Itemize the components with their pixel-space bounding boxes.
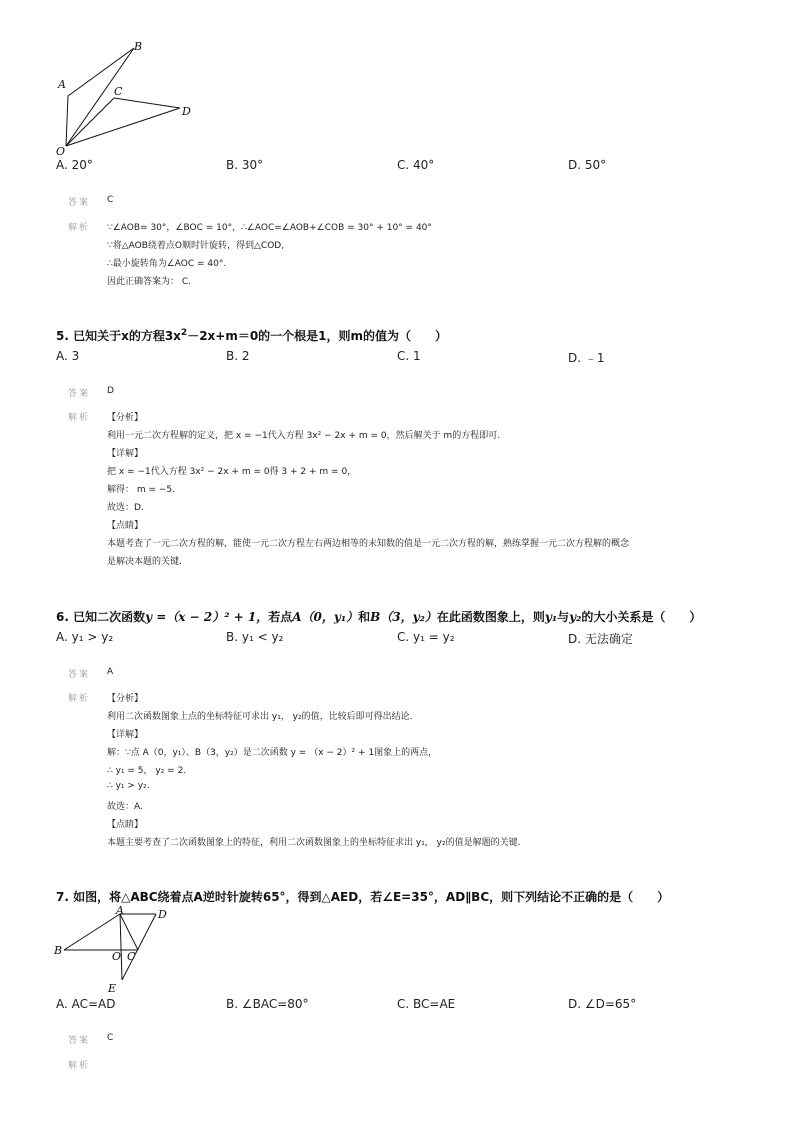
q7-option-d: D. ∠D=65°	[568, 997, 637, 1011]
q7-label-a: A	[116, 904, 124, 917]
q4-analysis-label: 解析	[68, 223, 91, 233]
q5-option-d: D. ﹣1	[568, 351, 605, 365]
q4-option-a: A. 20°	[56, 158, 93, 172]
q5-analysis-line: 是解决本题的关键.	[107, 557, 182, 567]
q5-option-b: B. 2	[226, 349, 250, 363]
q4-option-b: B. 30°	[226, 158, 264, 172]
q7-option-a: A. AC=AD	[56, 997, 116, 1011]
q5-analysis-line: 把 x = −1代入方程 3x² − 2x + m = 0得 3 + 2 + m = 0，	[107, 467, 357, 477]
q6-analysis-line: 本题主要考查了二次函数图象上的特征，利用二次函数图象上的坐标特征求出 y₁， y₂的值是解题的关键.	[107, 838, 521, 848]
q7-stem: 7. 如图，将△ABC绕着点A逆时针旋转65°，得到△AED，若∠E=35°，AD∥BC，则下列结论不正确的是（ ）	[56, 890, 670, 904]
q5-analysis-line: 【点睛】	[107, 521, 144, 531]
q6-answer: A	[107, 667, 114, 677]
q5-stem: 5. 已知关于x的方程$3x^2-2x+m=0$的一个根是1，则m的值为（ ）	[56, 328, 448, 343]
q5-analysis-line: 【分析】	[107, 413, 144, 423]
q6-option-d: D. 无法确定	[568, 632, 633, 646]
q6-analysis-line: 【点睛】	[107, 820, 144, 830]
q5-option-a: A. 3	[56, 349, 80, 363]
q7-option-b: B. ∠BAC=80°	[226, 997, 309, 1011]
q6-analysis-label: 解析	[68, 694, 91, 704]
q4-option-d: D. 50°	[568, 158, 607, 172]
q6-option-a: A. y₁ > y₂	[56, 630, 114, 644]
q4-answer-label: 答案	[68, 198, 91, 208]
q5-analysis-line: 利用一元二次方程解的定义，把 x = −1代入方程 3x² − 2x + m = 0，然后解关于 m的方程即可.	[107, 431, 501, 441]
q4-answer: C	[107, 195, 114, 205]
q7-label-o: O	[112, 950, 122, 963]
q4-label-d: D	[182, 105, 191, 118]
q7-figure	[52, 904, 182, 996]
q7-answer-label: 答案	[68, 1036, 91, 1046]
q6-option-c: C. y₁ = y₂	[397, 630, 455, 644]
q5-analysis-label: 解析	[68, 413, 91, 423]
q6-analysis-line: ∴ y₁ = 5， y₂ = 2.	[107, 766, 187, 776]
q6-answer-label: 答案	[68, 670, 91, 680]
q6-analysis-line: ∴ y₁ > y₂.	[107, 781, 150, 791]
q7-label-b: B	[54, 944, 63, 957]
q7-label-c: C	[127, 950, 136, 963]
q5-analysis-line: 解得： m = −5.	[107, 485, 176, 495]
q6-analysis-line: 利用二次函数图象上点的坐标特征可求出 y₁， y₂的值，比较后即可得出结论.	[107, 712, 413, 722]
q5-answer-label: 答案	[68, 389, 91, 399]
q4-label-a: A	[58, 78, 66, 91]
q6-analysis-line: 解：∵点 A（0，y₁）、B（3，y₂）是二次函数 y = （x − 2）² + 1图象上的两点，	[107, 748, 438, 758]
q6-analysis-line: 故选：A.	[107, 802, 143, 812]
q4-figure	[52, 38, 202, 158]
q4-analysis-line: ∵∠AOB= 30°，∠BOC = 10°，∴∠AOC=∠AOB+∠COB = 30° + 10° = 40°	[107, 223, 432, 233]
q7-option-c: C. BC=AE	[397, 997, 456, 1011]
q7-label-d: D	[158, 908, 167, 921]
q7-label-e: E	[108, 982, 117, 995]
q4-analysis-line: ∵将△AOB绕着点O顺时针旋转，得到△COD,	[107, 241, 285, 251]
q4-analysis-line: 因此正确答案为： C.	[107, 277, 192, 287]
q5-analysis-line: 【详解】	[107, 449, 144, 459]
q4-analysis-line: ∴最小旋转角为∠AOC = 40°.	[107, 259, 227, 269]
q4-option-c: C. 40°	[397, 158, 435, 172]
q4-label-b: B	[134, 40, 143, 53]
q6-analysis-line: 【分析】	[107, 694, 144, 704]
q6-stem: 6. 已知二次函数y =（x − 2）² + 1，若点A（0，y₁）和B（3，y₂）在此函数图象上，则y₁与y₂的大小关系是（ ）	[56, 610, 702, 624]
q6-analysis-line: 【详解】	[107, 730, 144, 740]
q7-analysis-label: 解析	[68, 1061, 91, 1071]
q5-answer: D	[107, 386, 114, 396]
q6-option-b: B. y₁ < y₂	[226, 630, 284, 644]
q4-label-o: O	[56, 145, 66, 158]
q5-analysis-line: 故选：D.	[107, 503, 144, 513]
q4-label-c: C	[114, 85, 123, 98]
q7-answer: C	[107, 1033, 114, 1043]
q5-analysis-line: 本题考查了一元二次方程的解，能使一元二次方程左右两边相等的未知数的值是一元二次方程的解，熟练掌握一元二次方程解的概念	[107, 539, 630, 549]
q5-option-c: C. 1	[397, 349, 421, 363]
